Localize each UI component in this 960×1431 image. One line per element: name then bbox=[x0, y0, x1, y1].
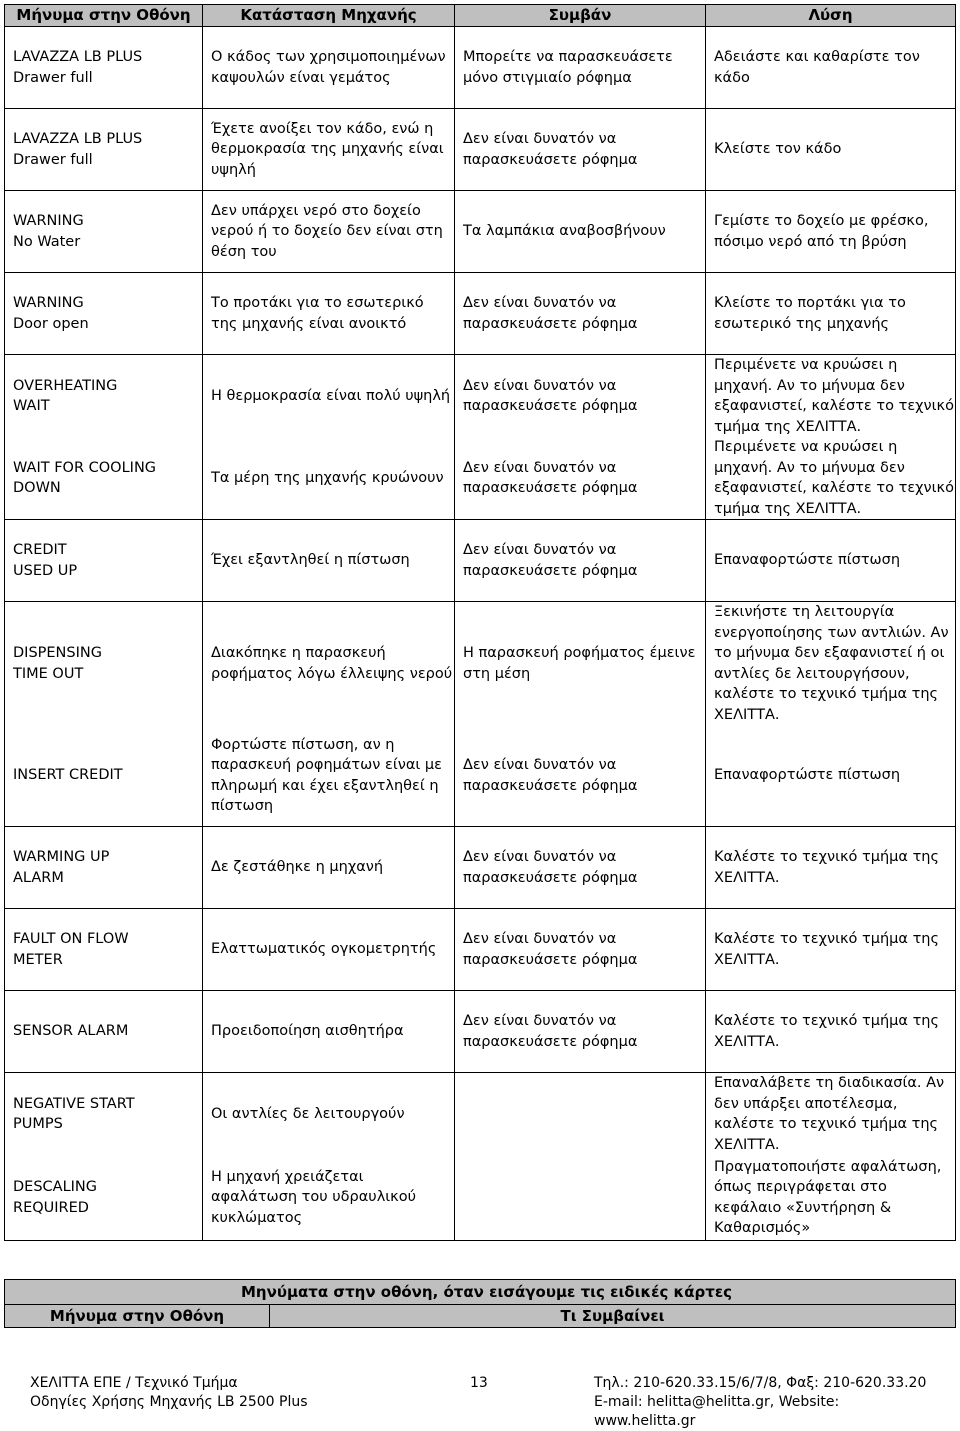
cell-machine-state: Έχετε ανοίξει τον κάδο, ενώ η θερμοκρασία της μηχανής είναι υψηλή bbox=[203, 109, 455, 191]
header-solution: Λύση bbox=[706, 5, 956, 27]
cell-screen-message: DISPENSING TIME OUT bbox=[5, 602, 203, 726]
cell-machine-state: Έχει εξαντληθεί η πίστωση bbox=[203, 520, 455, 602]
cell-screen-message: LAVAZZA LB PLUS Drawer full bbox=[5, 27, 203, 109]
table-row bbox=[5, 109, 956, 191]
cell-machine-state: Ελαττωματικός ογκομετρητής bbox=[203, 909, 455, 991]
table-row bbox=[5, 355, 956, 438]
cell-event: Δεν είναι δυνατόν να παρασκευάσετε ρόφημα bbox=[455, 109, 706, 191]
cell-screen-message: WARNING Door open bbox=[5, 273, 203, 355]
cards-table-title: Μηνύματα στην οθόνη, όταν εισάγουμε τις ειδικές κάρτες bbox=[5, 1280, 956, 1305]
header-screen-message: Μήνυμα στην Οθόνη bbox=[5, 5, 203, 27]
cell-solution: Καλέστε το τεχνικό τμήμα της ΧΕΛΙΤΤΑ. bbox=[706, 827, 956, 909]
cell-solution: Καλέστε το τεχνικό τμήμα της ΧΕΛΙΤΤΑ. bbox=[706, 909, 956, 991]
cell-screen-message: SENSOR ALARM bbox=[5, 991, 203, 1073]
cell-machine-state: Δε ζεστάθηκε η μηχανή bbox=[203, 827, 455, 909]
cell-screen-message: WARNING No Water bbox=[5, 191, 203, 273]
table-row bbox=[5, 909, 956, 991]
cell-machine-state: Τα μέρη της μηχανής κρυώνουν bbox=[203, 437, 455, 520]
cards-header-what-happens: Τι Συμβαίνει bbox=[270, 1305, 956, 1328]
page-number: 13 bbox=[470, 1375, 488, 1391]
cell-event: Δεν είναι δυνατόν να παρασκευάσετε ρόφημα bbox=[455, 520, 706, 602]
cell-event: Τα λαμπάκια αναβοσβήνουν bbox=[455, 191, 706, 273]
cell-machine-state: Η μηχανή χρειάζεται αφαλάτωση του υδραυλικού κυκλώματος bbox=[203, 1155, 455, 1241]
footer-phone-fax: Τηλ.: 210-620.33.15/6/7/8, Φαξ: 210-620.33.20 bbox=[594, 1375, 927, 1391]
cell-screen-message: WAIT FOR COOLING DOWN bbox=[5, 437, 203, 520]
cell-screen-message: INSERT CREDIT bbox=[5, 725, 203, 827]
cell-screen-message: FAULT ON FLOW METER bbox=[5, 909, 203, 991]
cell-event: Μπορείτε να παρασκευάσετε μόνο στιγμιαίο ρόφημα bbox=[455, 27, 706, 109]
cell-solution: Κλείστε το πορτάκι για το εσωτερικό της μηχανής bbox=[706, 273, 956, 355]
cell-solution: Αδειάστε και καθαρίστε τον κάδο bbox=[706, 27, 956, 109]
cell-screen-message: NEGATIVE START PUMPS bbox=[5, 1073, 203, 1156]
cell-solution: Πραγματοποιήστε αφαλάτωση, όπως περιγράφεται στο κεφάλαιο «Συντήρηση & Καθαρισμός» bbox=[706, 1155, 956, 1241]
cell-solution: Κλείστε τον κάδο bbox=[706, 109, 956, 191]
table-row bbox=[5, 273, 956, 355]
cell-event: Δεν είναι δυνατόν να παρασκευάσετε ρόφημα bbox=[455, 909, 706, 991]
cell-event: Δεν είναι δυνατόν να παρασκευάσετε ρόφημα bbox=[455, 273, 706, 355]
cell-machine-state: Φορτώστε πίστωση, αν η παρασκευή ροφημάτων είναι με πληρωμή και έχει εξαντληθεί η πίστωση bbox=[203, 725, 455, 827]
table-row bbox=[5, 725, 956, 827]
table-row bbox=[5, 602, 956, 726]
cell-machine-state: Η θερμοκρασία είναι πολύ υψηλή bbox=[203, 355, 455, 438]
cell-screen-message: CREDIT USED UP bbox=[5, 520, 203, 602]
cell-event: Δεν είναι δυνατόν να παρασκευάσετε ρόφημα bbox=[455, 827, 706, 909]
cell-solution: Περιμένετε να κρυώσει η μηχανή. Αν το μήνυμα δεν εξαφανιστεί, καλέστε το τεχνικό τμήμα της ΧΕΛΙΤΤΑ. bbox=[706, 355, 956, 438]
cell-machine-state: Προειδοποίηση αισθητήρα bbox=[203, 991, 455, 1073]
table-row bbox=[5, 1073, 956, 1156]
footer-email-website: E-mail: helitta@helitta.gr, Website: www.helitta.gr bbox=[594, 1394, 840, 1429]
cell-event bbox=[455, 1155, 706, 1241]
cell-machine-state: Ο κάδος των χρησιμοποιημένων καψουλών είναι γεμάτος bbox=[203, 27, 455, 109]
cell-event: Δεν είναι δυνατόν να παρασκευάσετε ρόφημα bbox=[455, 991, 706, 1073]
cell-screen-message: WARMING UP ALARM bbox=[5, 827, 203, 909]
header-machine-state: Κατάσταση Μηχανής bbox=[203, 5, 455, 27]
footer-manual-title: Οδηγίες Χρήσης Μηχανής LB 2500 Plus bbox=[30, 1394, 308, 1410]
cell-solution: Γεμίστε το δοχείο με φρέσκο, πόσιμο νερό από τη βρύση bbox=[706, 191, 956, 273]
cell-screen-message: OVERHEATING WAIT bbox=[5, 355, 203, 438]
cell-screen-message: DESCALING REQUIRED bbox=[5, 1155, 203, 1241]
cell-event: Δεν είναι δυνατόν να παρασκευάσετε ρόφημα bbox=[455, 355, 706, 438]
table-row bbox=[5, 191, 956, 273]
cell-event: Η παρασκευή ροφήματος έμεινε στη μέση bbox=[455, 602, 706, 726]
cell-machine-state: Δεν υπάρχει νερό στο δοχείο νερού ή το δοχείο δεν είναι στη θέση του bbox=[203, 191, 455, 273]
table-row bbox=[5, 1155, 956, 1241]
table-row bbox=[5, 520, 956, 602]
cell-solution: Καλέστε το τεχνικό τμήμα της ΧΕΛΙΤΤΑ. bbox=[706, 991, 956, 1073]
table-header-row bbox=[5, 5, 956, 27]
cards-header-screen-message: Μήνυμα στην Οθόνη bbox=[5, 1305, 270, 1328]
cell-solution: Επαναφορτώστε πίστωση bbox=[706, 520, 956, 602]
cell-machine-state: Το προτάκι για το εσωτερικό της μηχανής είναι ανοικτό bbox=[203, 273, 455, 355]
cell-event: Δεν είναι δυνατόν να παρασκευάσετε ρόφημα bbox=[455, 725, 706, 827]
special-cards-table bbox=[4, 1279, 955, 1328]
cell-solution: Επαναφορτώστε πίστωση bbox=[706, 725, 956, 827]
footer-company: ΧΕΛΙΤΤΑ ΕΠΕ / Τεχνικό Τμήμα bbox=[30, 1375, 238, 1391]
table-row bbox=[5, 827, 956, 909]
table-row bbox=[5, 991, 956, 1073]
table-row bbox=[5, 27, 956, 109]
cell-solution: Επαναλάβετε τη διαδικασία. Αν δεν υπάρξει αποτέλεσμα, καλέστε το τεχνικό τμήμα της ΧΕΛΙΤΤΑ. bbox=[706, 1073, 956, 1156]
cell-machine-state: Οι αντλίες δε λειτουργούν bbox=[203, 1073, 455, 1156]
cell-event bbox=[455, 1073, 706, 1156]
cell-machine-state: Διακόπηκε η παρασκευή ροφήματος λόγω έλλειψης νερού bbox=[203, 602, 455, 726]
cell-event: Δεν είναι δυνατόν να παρασκευάσετε ρόφημα bbox=[455, 437, 706, 520]
cell-solution: Ξεκινήστε τη λειτουργία ενεργοποίησης των αντλιών. Αν το μήνυμα δεν εξαφανιστεί ή οι αντλίες δε λειτουργήσουν, καλέστε το τεχνικό τμήμα της ΧΕΛΙΤΤΑ. bbox=[706, 602, 956, 726]
table-row bbox=[5, 437, 956, 520]
header-event: Συμβάν bbox=[455, 5, 706, 27]
error-messages-table-wrapper bbox=[4, 4, 955, 1241]
cell-solution: Περιμένετε να κρυώσει η μηχανή. Αν το μήνυμα δεν εξαφανιστεί, καλέστε το τεχνικό τμήμα της ΧΕΛΙΤΤΑ. bbox=[706, 437, 956, 520]
error-messages-table bbox=[4, 4, 956, 1241]
cell-screen-message: LAVAZZA LB PLUS Drawer full bbox=[5, 109, 203, 191]
